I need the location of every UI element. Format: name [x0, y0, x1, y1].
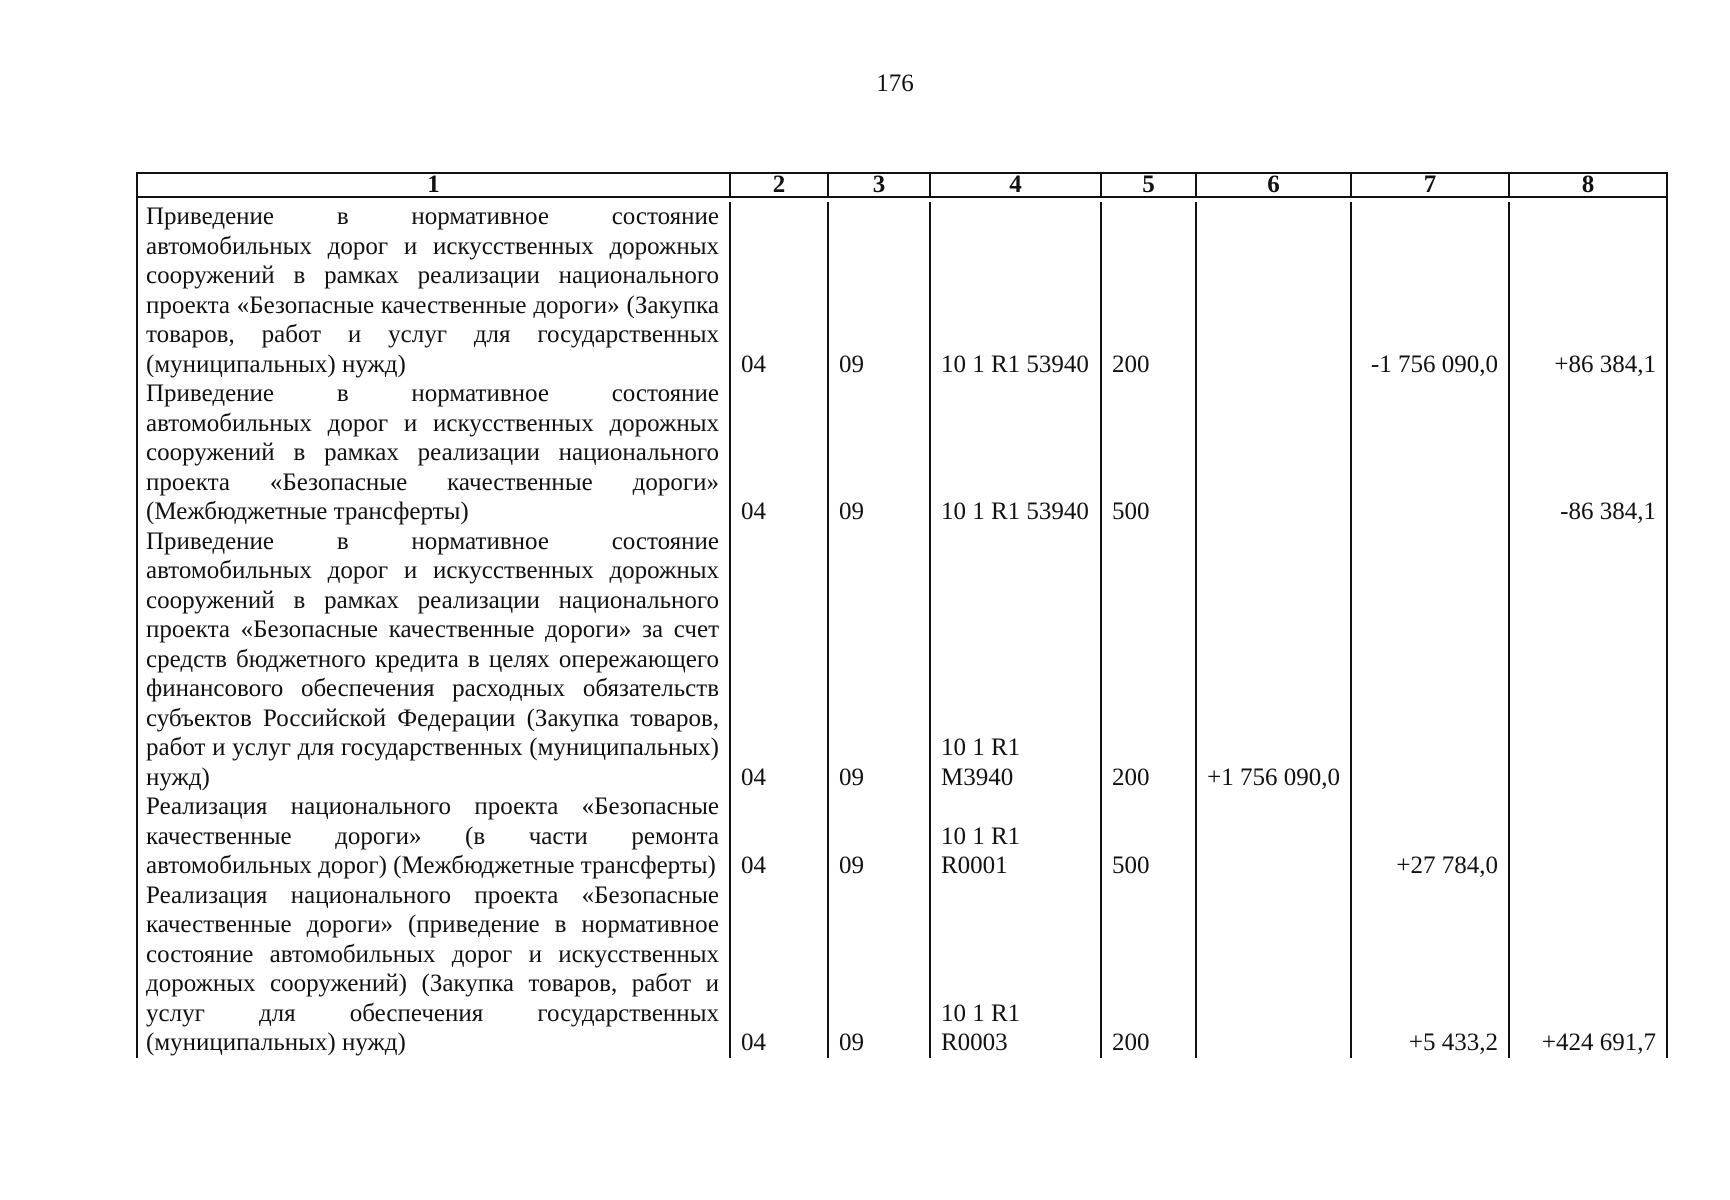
- header-col-7: 7: [1351, 173, 1509, 197]
- row-description: Приведение в нормативное состояние автомобильных дорог и искусственных дорожных сооружений в рамках реализации национального проекта «Безопасные качественные дороги» (Закупка товаров, работ и услуг для государственных (муниципальных) нужд): [137, 202, 730, 379]
- subsection-code: 09: [828, 379, 930, 527]
- target-article-code: 10 1 R1 M3940: [930, 527, 1101, 793]
- amount-col-6: +1 756 090,0: [1196, 527, 1351, 793]
- row-description: Реализация национального проекта «Безопасные качественные дороги» (приведение в нормативное состояние автомобильных дорог и искусственных дорожных сооружений) (Закупка товаров, работ и услуг для обеспечения государственных (муниципальных) нужд): [137, 881, 730, 1058]
- subsection-code: 09: [828, 527, 930, 793]
- row-description: Реализация национального проекта «Безопасные качественные дороги» (в части ремонта автомобильных дорог) (Межбюджетные трансферты): [137, 792, 730, 881]
- section-code: 04: [730, 379, 828, 527]
- expense-type-code: 200: [1101, 202, 1196, 379]
- header-col-2: 2: [730, 173, 828, 197]
- target-article-code: 10 1 R1 R0001: [930, 792, 1101, 881]
- amount-col-8: +86 384,1: [1509, 202, 1667, 379]
- header-row: [137, 173, 1667, 197]
- section-code: 04: [730, 881, 828, 1058]
- amount-col-6: [1196, 792, 1351, 881]
- header-col-1: 1: [137, 173, 730, 197]
- amount-col-8: [1509, 792, 1667, 881]
- target-article-code: 10 1 R1 53940: [930, 202, 1101, 379]
- section-code: 04: [730, 792, 828, 881]
- amount-col-6: [1196, 379, 1351, 527]
- page-number: 176: [876, 70, 914, 97]
- amount-col-8: [1509, 527, 1667, 793]
- amount-col-6: [1196, 202, 1351, 379]
- row-description: Приведение в нормативное состояние автомобильных дорог и искусственных дорожных сооружений в рамках реализации национального проекта «Безопасные качественные дороги» (Межбюджетные трансферты): [137, 379, 730, 527]
- header-col-4: 4: [930, 173, 1101, 197]
- row-description: Приведение в нормативное состояние автомобильных дорог и искусственных дорожных сооружений в рамках реализации национального проекта «Безопасные качественные дороги» за счет средств бюджетного кредита в целях опережающего финансового обеспечения расходных обязательств субъектов Российской Федерации (Закупка товаров, работ и услуг для государственных (муниципальных) нужд): [137, 527, 730, 793]
- subsection-code: 09: [828, 202, 930, 379]
- header-col-8: 8: [1509, 173, 1667, 197]
- expense-type-code: 500: [1101, 379, 1196, 527]
- table-row: [137, 792, 1667, 881]
- amount-col-7: [1351, 527, 1509, 793]
- budget-table: [136, 172, 1668, 1058]
- header-col-6: 6: [1196, 173, 1351, 197]
- table-row: [137, 881, 1667, 1058]
- table-row: [137, 527, 1667, 793]
- header-col-5: 5: [1101, 173, 1196, 197]
- section-code: 04: [730, 202, 828, 379]
- target-article-code: 10 1 R1 53940: [930, 379, 1101, 527]
- table-row: [137, 379, 1667, 527]
- amount-col-7: -1 756 090,0: [1351, 202, 1509, 379]
- subsection-code: 09: [828, 881, 930, 1058]
- expense-type-code: 200: [1101, 527, 1196, 793]
- header-col-3: 3: [828, 173, 930, 197]
- section-code: 04: [730, 527, 828, 793]
- table-row: [137, 202, 1667, 379]
- target-article-code: 10 1 R1 R0003: [930, 881, 1101, 1058]
- amount-col-8: -86 384,1: [1509, 379, 1667, 527]
- subsection-code: 09: [828, 792, 930, 881]
- amount-col-6: [1196, 881, 1351, 1058]
- expense-type-code: 200: [1101, 881, 1196, 1058]
- budget-table-container: [136, 172, 1666, 1058]
- amount-col-8: +424 691,7: [1509, 881, 1667, 1058]
- expense-type-code: 500: [1101, 792, 1196, 881]
- amount-col-7: +27 784,0: [1351, 792, 1509, 881]
- amount-col-7: [1351, 379, 1509, 527]
- amount-col-7: +5 433,2: [1351, 881, 1509, 1058]
